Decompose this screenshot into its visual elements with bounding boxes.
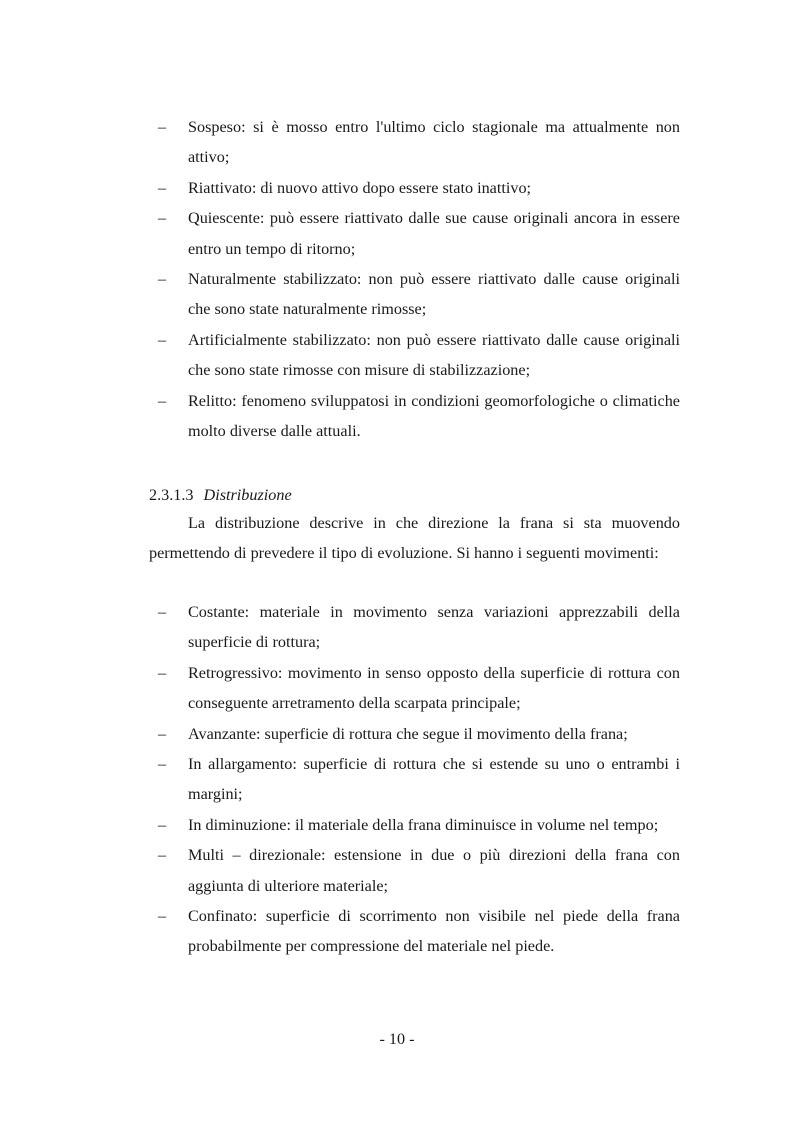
list-item xyxy=(0,173,680,203)
list-bullet: – xyxy=(158,209,167,228)
list-bullet: – xyxy=(158,391,167,410)
list-item-text: Relitto: fenomeno sviluppatosi in condizioni geomorfologiche o climatiche molto diverse dalle attuali. xyxy=(188,391,680,441)
page-number: - 10 - xyxy=(379,1030,415,1048)
list-item xyxy=(0,325,680,386)
list-bullet: – xyxy=(158,270,167,289)
list-item-text: Confinato: superficie di scorrimento non visibile nel piede della frana probabilmente per compressione del materiale nel piede. xyxy=(188,907,680,956)
list-item xyxy=(0,203,680,264)
list-item-text: Avanzante: superficie di rottura che segue il movimento della frana; xyxy=(188,724,628,743)
list-item-text: Multi – direzionale: estensione in due o più direzioni della frana con aggiunta di ulteriore materiale; xyxy=(188,846,680,895)
list-item-text: Riattivato: di nuovo attivo dopo essere stato inattivo; xyxy=(188,178,532,197)
list-bullet: – xyxy=(158,724,167,743)
list-item-text: Quiescente: può essere riattivato dalle sue cause originali ancora in essere entro un tempo di ritorno; xyxy=(188,209,680,258)
list-bullet: – xyxy=(158,330,167,349)
list-item xyxy=(0,719,680,749)
list-bullet: – xyxy=(158,603,167,621)
list-item xyxy=(0,264,680,325)
list-bullet: – xyxy=(158,663,167,682)
list-item xyxy=(0,810,680,840)
list-item xyxy=(0,658,680,719)
list-item xyxy=(0,597,680,658)
list-item-text: In allargamento: superficie di rottura che si estende su uno o entrambi i margini; xyxy=(188,755,680,804)
activity-status-list xyxy=(0,112,794,446)
section-intro-paragraph: La distribuzione descrive in che direzione la frana si sta muovendo permettendo di prevedere il tipo di evoluzione. Si hanno i seguenti movimenti: xyxy=(149,514,680,563)
distribution-list xyxy=(0,597,794,962)
section-heading xyxy=(149,480,292,510)
list-item-text: Artificialmente stabilizzato: non può essere riattivato dalle cause originali che sono state rimosse con misure di stabilizzazione; xyxy=(188,330,680,380)
list-bullet: – xyxy=(158,118,167,136)
list-item-text: Retrogressivo: movimento in senso opposto della superficie di rottura con conseguente arretramento della scarpata principale; xyxy=(188,663,680,713)
list-item-text: Sospeso: si è mosso entro l'ultimo ciclo stagionale ma attualmente non attivo; xyxy=(188,118,680,167)
list-item xyxy=(0,749,680,810)
list-bullet: – xyxy=(158,846,167,865)
list-bullet: – xyxy=(158,178,167,197)
list-item-text: Naturalmente stabilizzato: non può essere riattivato dalle cause originali che sono state naturalmente rimosse; xyxy=(188,270,680,319)
list-item xyxy=(0,901,680,962)
list-item-text: In diminuzione: il materiale della frana diminuisce in volume nel tempo; xyxy=(188,815,659,834)
list-item-text: Costante: materiale in movimento senza variazioni apprezzabili della superficie di rottura; xyxy=(188,603,680,652)
list-bullet: – xyxy=(158,755,167,774)
section-number: 2.3.1.3 xyxy=(149,486,194,504)
list-item xyxy=(0,386,680,447)
list-bullet: – xyxy=(158,815,167,834)
list-bullet: – xyxy=(158,907,167,926)
list-item xyxy=(0,840,680,901)
section-title: Distribuzione xyxy=(203,486,292,504)
list-item xyxy=(0,112,680,173)
